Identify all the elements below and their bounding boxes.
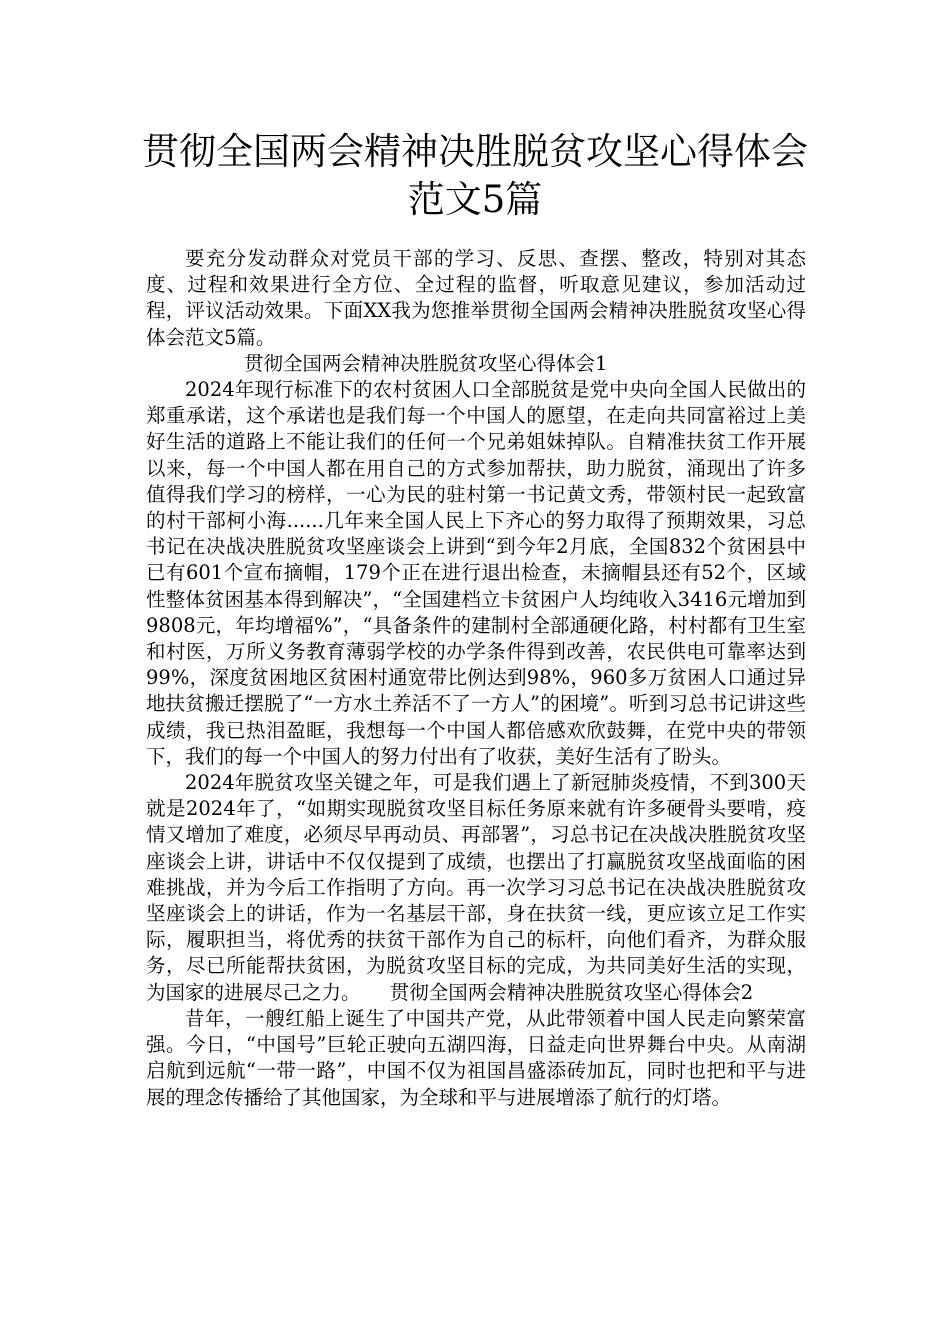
paragraph-1: 2024年现行标准下的农村贫困人口全部脱贫是党中央向全国人民做出的郑重承诺，这个承诺也是我们每一个中国人的愿望，在走向共同富裕过上美好生活的道路上不能让我们的任何一个兄弟姐妹掉队。自精准扶贫工作开展以来，每一个中国人都在用自己的方式参加帮扶，助力脱贫，涌现出了许多值得我们学习的榜样，一心为民的驻村第一书记黄文秀，带领村民一起致富的村干部柯小海......几年来全国人民上下齐心的努力取得了预期效果，习总书记在决战决胜脱贫攻坚座谈会上讲到“到今年2月底，全国832个贫困县中已有601个宣布摘帽，179个正在进行退出检查，未摘帽县还有52个，区域性整体贫困基本得到解决”，“全国建档立卡贫困户人均纯收入3416元增加到9808元，年均增福%”，“具备条件的建制村全部通硬化路，村村都有卫生室和村医，万所义务教育薄弱学校的办学条件得到改善，农民供电可靠率达到99%，深度贫困地区贫困村通宽带比例达到98%，960多万贫困人口通过异地扶贫搬迁摆脱了“一方水土养活不了一方人”的困境”。听到习总书记讲这些成绩，我已热泪盈眶，我想每一个中国人都倍感欢欣鼓舞，在党中央的带领下，我们的每一个中国人的努力付出有了收获，美好生活有了盼头。 <box>146 378 806 768</box>
title-line-1: 贯彻全国两会精神决胜脱贫攻坚心得体会 <box>142 130 808 173</box>
section-heading-1: 贯彻全国两会精神决胜脱贫攻坚心得体会1 <box>244 351 608 375</box>
document-body <box>146 246 806 1111</box>
paragraph-2: 2024年脱贫攻坚关键之年，可是我们遇上了新冠肺炎疫情，不到300天就是2024年了，“如期实现脱贫攻坚目标任务原来就有许多硬骨头要啃，疫情又增加了难度，必须尽早再动员、再部署”，习总书记在决战决胜脱贫攻坚座谈会上讲，讲话中不仅仅提到了成绩，也摆出了打赢脱贫攻坚战面临的困难挑战，并为今后工作指明了方向。再一次学习习总书记在决战决胜脱贫攻坚座谈会上的讲话，作为一名基层干部，身在扶贫一线，更应该立足工作实际，履职担当，将优秀的扶贫干部作为自己的标杆，向他们看齐，为群众服务，尽已所能帮扶贫困，为脱贫攻坚目标的完成，为共同美好生活的实现，为国家的进展尽己之力。 贯彻全国两会精神决胜脱贫攻坚心得体会2 <box>146 771 806 1004</box>
document-title <box>120 128 830 224</box>
paragraph-3: 昔年，一艘红船上诞生了中国共产党，从此带领着中国人民走向繁荣富强。今日，“中国号”巨轮正驶向五湖四海，日益走向世界舞台中央。从南湖启航到远航“一带一路”，中国不仅为祖国昌盛添砖加瓦，同时也把和平与进展的理念传播给了其他国家，为全球和平与进展增添了航行的灯塔。 <box>146 1006 806 1109</box>
title-line-2: 范文5篇 <box>407 178 543 221</box>
intro-paragraph: 要充分发动群众对党员干部的学习、反思、查摆、整改，特别对其态度、过程和效果进行全方位、全过程的监督，听取意见建议，参加活动过程，评议活动效果。下面XX我为您推举贯彻全国两会精神决胜脱贫攻坚心得体会范文5篇。 <box>146 247 806 349</box>
